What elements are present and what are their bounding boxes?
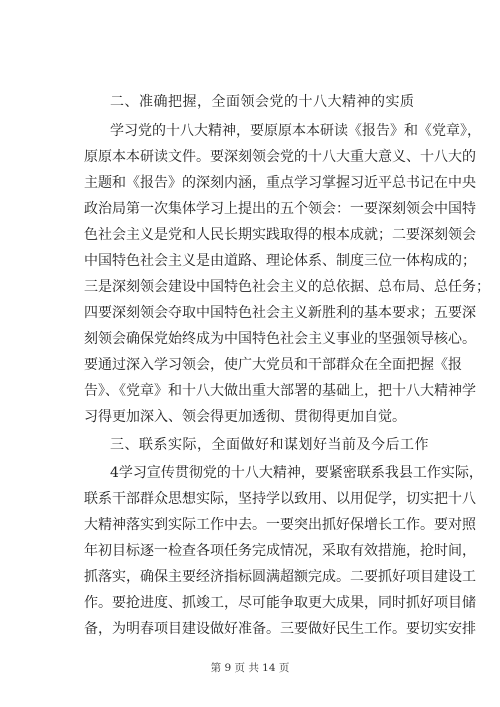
paragraph-line: 政治局第一次集体学习上提出的五个领会：一要深刻领会中国特 bbox=[84, 201, 476, 217]
paragraph-line: 学习党的十八大精神，要原原本本研读《报告》和《党章》， bbox=[110, 123, 481, 139]
paragraph-line: 联系干部群众思想实际，坚持学以致用、以用促学，切实把十八 bbox=[84, 491, 476, 507]
paragraph-line: 抓落实，确保主要经济指标圆满超额完成。二要抓好项目建设工 bbox=[84, 569, 476, 585]
paragraph-line: 色社会主义是党和人民长期实践取得的根本成就；二要深刻领会 bbox=[84, 227, 476, 243]
paragraph-line: 要通过深入学习领会，使广大党员和干部群众在全面把握《报 bbox=[84, 357, 462, 373]
paragraph-line: 主题和《报告》的深刻内涵，重点学习掌握习近平总书记在中央 bbox=[84, 175, 476, 191]
section-heading: 二、准确把握，全面领会党的十八大精神的实质 bbox=[110, 94, 415, 110]
paragraph-line: 年初目标逐一检查各项任务完成情况，采取有效措施，抢时间， bbox=[84, 543, 476, 559]
paragraph-line: 三是深刻领会建设中国特色社会主义的总依据、总布局、总任务； bbox=[84, 279, 490, 295]
page-number-footer: 第 9 页 共 14 页 bbox=[210, 662, 290, 674]
paragraph-line: 告》、《党章》和十八大做出重大部署的基础上，把十八大精神学 bbox=[84, 383, 476, 399]
paragraph-line: 中国特色社会主义是由道路、理论体系、制度三位一体构成的； bbox=[84, 253, 476, 269]
paragraph-line: 作。要抢进度、抓竣工，尽可能争取更大成果，同时抓好项目储 bbox=[84, 595, 476, 611]
paragraph-line: 原原本本研读文件。要深刻领会党的十八大重大意义、十八大的 bbox=[84, 149, 476, 165]
section-heading: 三、联系实际，全面做好和谋划好当前及今后工作 bbox=[110, 437, 429, 453]
paragraph-line: 4学习宣传贯彻党的十八大精神，要紧密联系我县工作实际， bbox=[110, 465, 483, 481]
paragraph-line: 四要深刻领会夺取中国特色社会主义新胜利的基本要求；五要深 bbox=[84, 305, 476, 321]
paragraph-line: 大精神落实到实际工作中去。一要突出抓好保增长工作。要对照 bbox=[84, 517, 476, 533]
paragraph-line: 备，为明春项目建设做好准备。三要做好民生工作。要切实安排 bbox=[84, 621, 476, 637]
paragraph-line: 习得更加深入、领会得更加透彻、贯彻得更加自觉。 bbox=[84, 409, 406, 425]
paragraph-line: 刻领会确保党始终成为中国特色社会主义事业的坚强领导核心。 bbox=[84, 331, 476, 347]
